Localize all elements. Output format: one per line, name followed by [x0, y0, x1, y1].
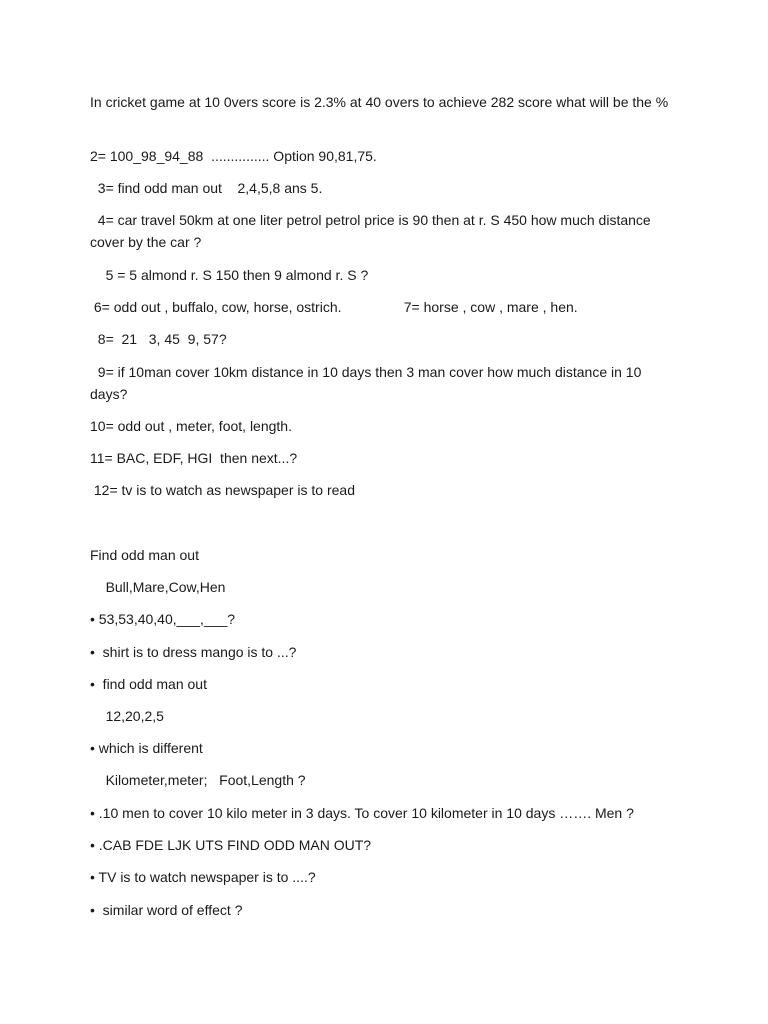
bullet-series: • 53,53,40,40,___,___? [90, 611, 236, 627]
question-6-7-odd-out: 6= odd out , buffalo, cow, horse, ostrich. 7= horse , cow , mare , hen. [90, 299, 578, 315]
question-3-odd-man: 3= find odd man out 2,4,5,8 ans 5. [90, 180, 323, 196]
bullet-similar-word: • similar word of effect ? [90, 902, 243, 918]
question-10-odd-out: 10= odd out , meter, foot, length. [90, 418, 292, 434]
question-cricket: In cricket game at 10 0vers score is 2.3% at 40 overs to achieve 282 score what will be the % [90, 94, 669, 110]
question-11-letters: 11= BAC, EDF, HGI then next...? [90, 450, 298, 466]
bullet-tv-analogy: • TV is to watch newspaper is to ....? [90, 869, 316, 885]
question-8-series: 8= 21 3, 45 9, 57? [90, 331, 227, 347]
question-2-series: 2= 100_98_94_88 ............... Option 90,81,75. [90, 148, 377, 164]
question-5-almond: 5 = 5 almond r. S 150 then 9 almond r. S ? [90, 267, 369, 283]
question-9-men-distance: 9= if 10man cover 10km distance in 10 days then 3 man cover how much distance in 10 days? [90, 364, 646, 402]
different-options: Kilometer,meter; Foot,Length ? [90, 772, 306, 788]
bullet-which-different: • which is different [90, 740, 203, 756]
bullet-men-kilometer: • .10 men to cover 10 kilo meter in 3 days. To cover 10 kilometer in 10 days ……. Men ? [90, 805, 634, 821]
question-12-analogy: 12= tv is to watch as newspaper is to read [90, 482, 355, 498]
bullet-shirt-analogy: • shirt is to dress mango is to ...? [90, 644, 297, 660]
question-4-car-distance: 4= car travel 50km at one liter petrol petrol price is 90 then at r. S 450 how much distance cover by the car ? [90, 212, 655, 250]
odd-man-numbers: 12,20,2,5 [90, 708, 164, 724]
section-heading: Find odd man out [90, 547, 199, 563]
bullet-find-odd-man: • find odd man out [90, 676, 207, 692]
odd-man-options: Bull,Mare,Cow,Hen [90, 579, 226, 595]
bullet-cab-odd-man: • .CAB FDE LJK UTS FIND ODD MAN OUT? [90, 837, 372, 853]
